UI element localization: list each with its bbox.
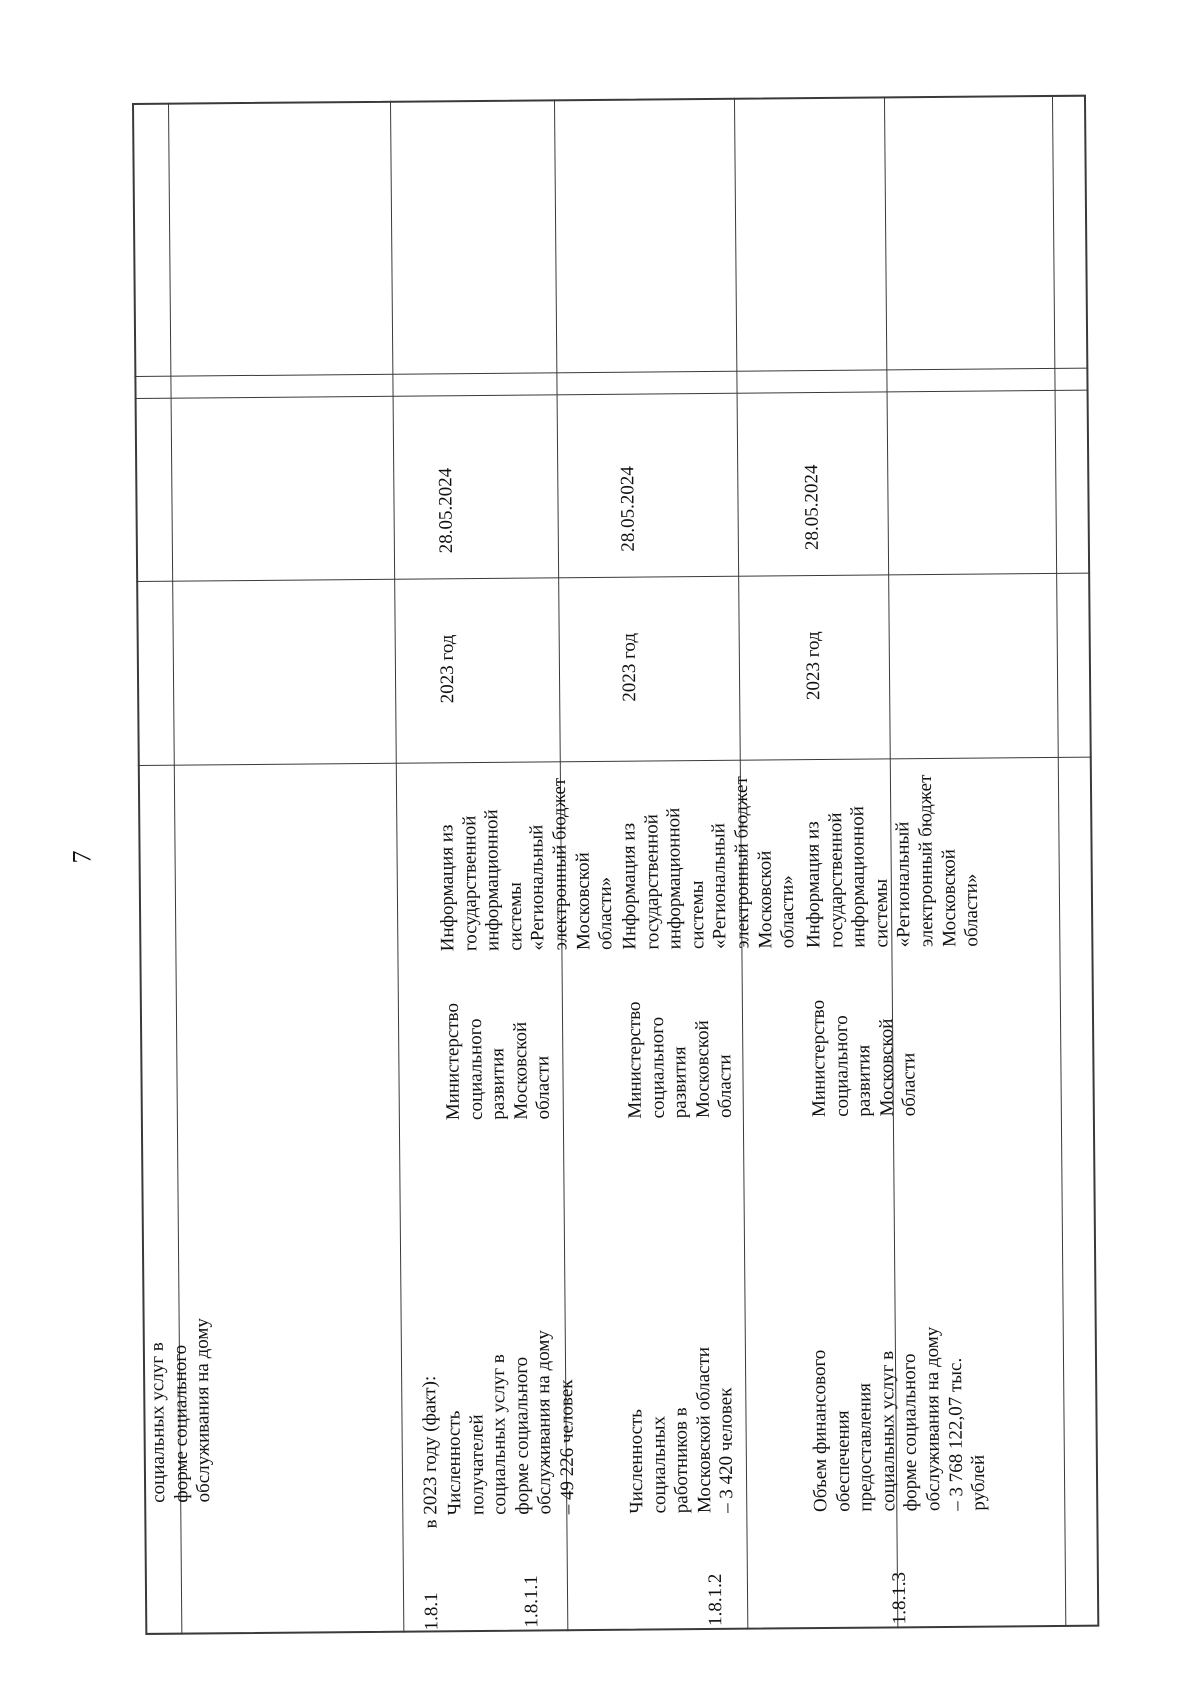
indicator-cell: Численность получателей социальных услуг в форме социального обслуживания на дому – 49 226 человек	[443, 1330, 579, 1516]
row-number: 1.8.1.2	[704, 1573, 727, 1627]
section-title: в 2023 году (факт):	[419, 1375, 442, 1529]
date-cell: 28.05.2024	[617, 466, 639, 552]
row-number: 1.8.1.3	[888, 1572, 911, 1625]
source-cell: Информация из государственной информационной системы «Региональный электронный бюджет Московской области»	[436, 777, 617, 952]
date-cell: 28.05.2024	[435, 467, 457, 554]
source-cell: Информация из государственной информационной системы «Региональный электронный бюджет Московской области»	[618, 776, 799, 950]
period-cell: 2023 год	[618, 632, 641, 702]
data-table	[132, 95, 1099, 1635]
period-cell: 2023 год	[802, 631, 825, 701]
indicator-cell: Численность социальных работников в Московской области – 3 420 человек	[625, 1346, 738, 1514]
period-cell: 2023 год	[436, 634, 459, 704]
responsible-cell: Министерство социального развития Московской области	[441, 1002, 555, 1121]
source-cell: Информация из государственной информационной системы «Региональный электронный бюджет Московской области»	[802, 774, 983, 949]
responsible-cell: Министерство социального развития Московской области	[807, 999, 921, 1118]
responsible-cell: Министерство социального развития Московской области	[623, 1001, 737, 1119]
section-number: 1.8.1	[421, 1592, 443, 1631]
indicator-cell: Объем финансового обеспечения предоставления социальных услуг в форме социального обслуживания на дому – 3 768 122,07 тыс. рублей	[808, 1326, 990, 1513]
row-number: 1.8.1.1	[520, 1575, 543, 1628]
page-number: 7	[67, 850, 97, 864]
continuation-text: социальных услуг в форме социального обслуживания на дому	[146, 1318, 215, 1503]
date-cell: 28.05.2024	[801, 464, 823, 551]
